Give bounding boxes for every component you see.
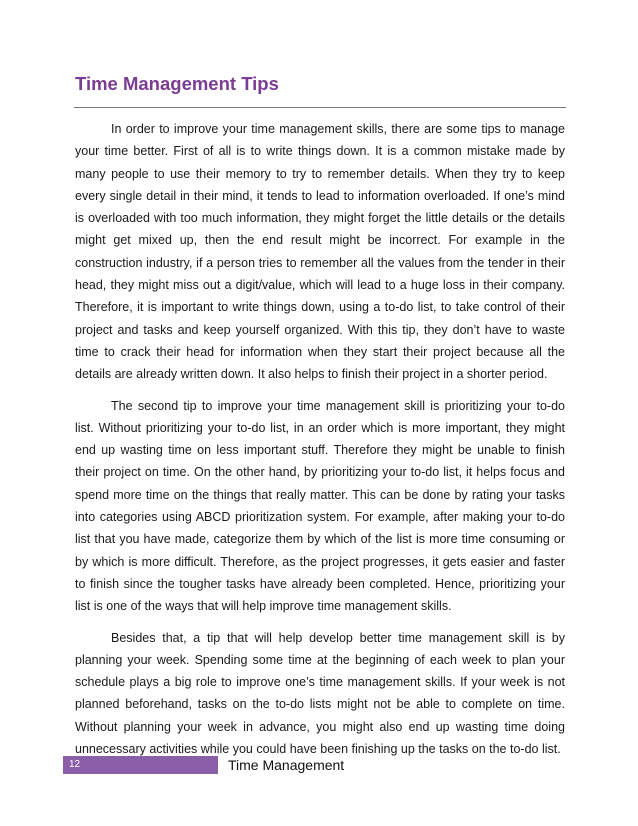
page-title: Time Management Tips: [75, 73, 279, 94]
page-footer: [63, 756, 563, 774]
paragraph-2: The second tip to improve your time management skill is prioritizing your to-do list. Without prioritizing your to-do list, in an order which is more important, they might end up wasting time on less important stuff. Therefore they might be unable to finish their project on time. On the other hand, by prioritizing your to-do list, it helps focus and spend more time on the things that really matter. This can be done by rating your tasks into categories using ABCD prioritization system. For example, after making your to-do list that you have made, categorize them by which of the list is more time consuming or by which is more difficult. Therefore, as the project progresses, it gets easier and faster to finish since the tougher tasks have already been completed. Hence, prioritizing your list is one of the ways that will help improve time management skills.: [75, 398, 565, 614]
document-body: [75, 118, 565, 769]
page-number: 12: [63, 756, 218, 774]
footer-running-title: Time Management: [228, 757, 345, 773]
title-divider: [74, 107, 566, 108]
paragraph-3: Besides that, a tip that will help develop better time management skill is by planning your week. Spending some time at the beginning of each week to plan your schedule plays a big role to improve one’s time management skills. If your week is not planned beforehand, tasks on the to-do lists might not be able to complete on time. Without planning your week in advance, you might also end up wasting time doing unnecessary activities while you could have been finishing up the tasks on the to-do list.: [75, 630, 565, 757]
paragraph-1: In order to improve your time management skills, there are some tips to manage your time better. First of all is to write things down. It is a common mistake made by many people to use their memory to try to remember details. When they try to keep every single detail in their mind, it tends to lead to information overloaded. If one’s mind is overloaded with too much information, they might forget the little details or the details might get mixed up, then the end result might be incorrect. For example in the construction industry, if a person tries to remember all the values from the tender in their head, they might miss out a digit/value, which will lead to a huge loss in their company. Therefore, it is important to write things down, using a to-do list, to take control of their project and tasks and keep yourself organized. With this tip, they don’t have to waste time to crack their head for information when they start their project because all the details are already written down. It also helps to finish their project in a shorter period.: [75, 122, 565, 382]
